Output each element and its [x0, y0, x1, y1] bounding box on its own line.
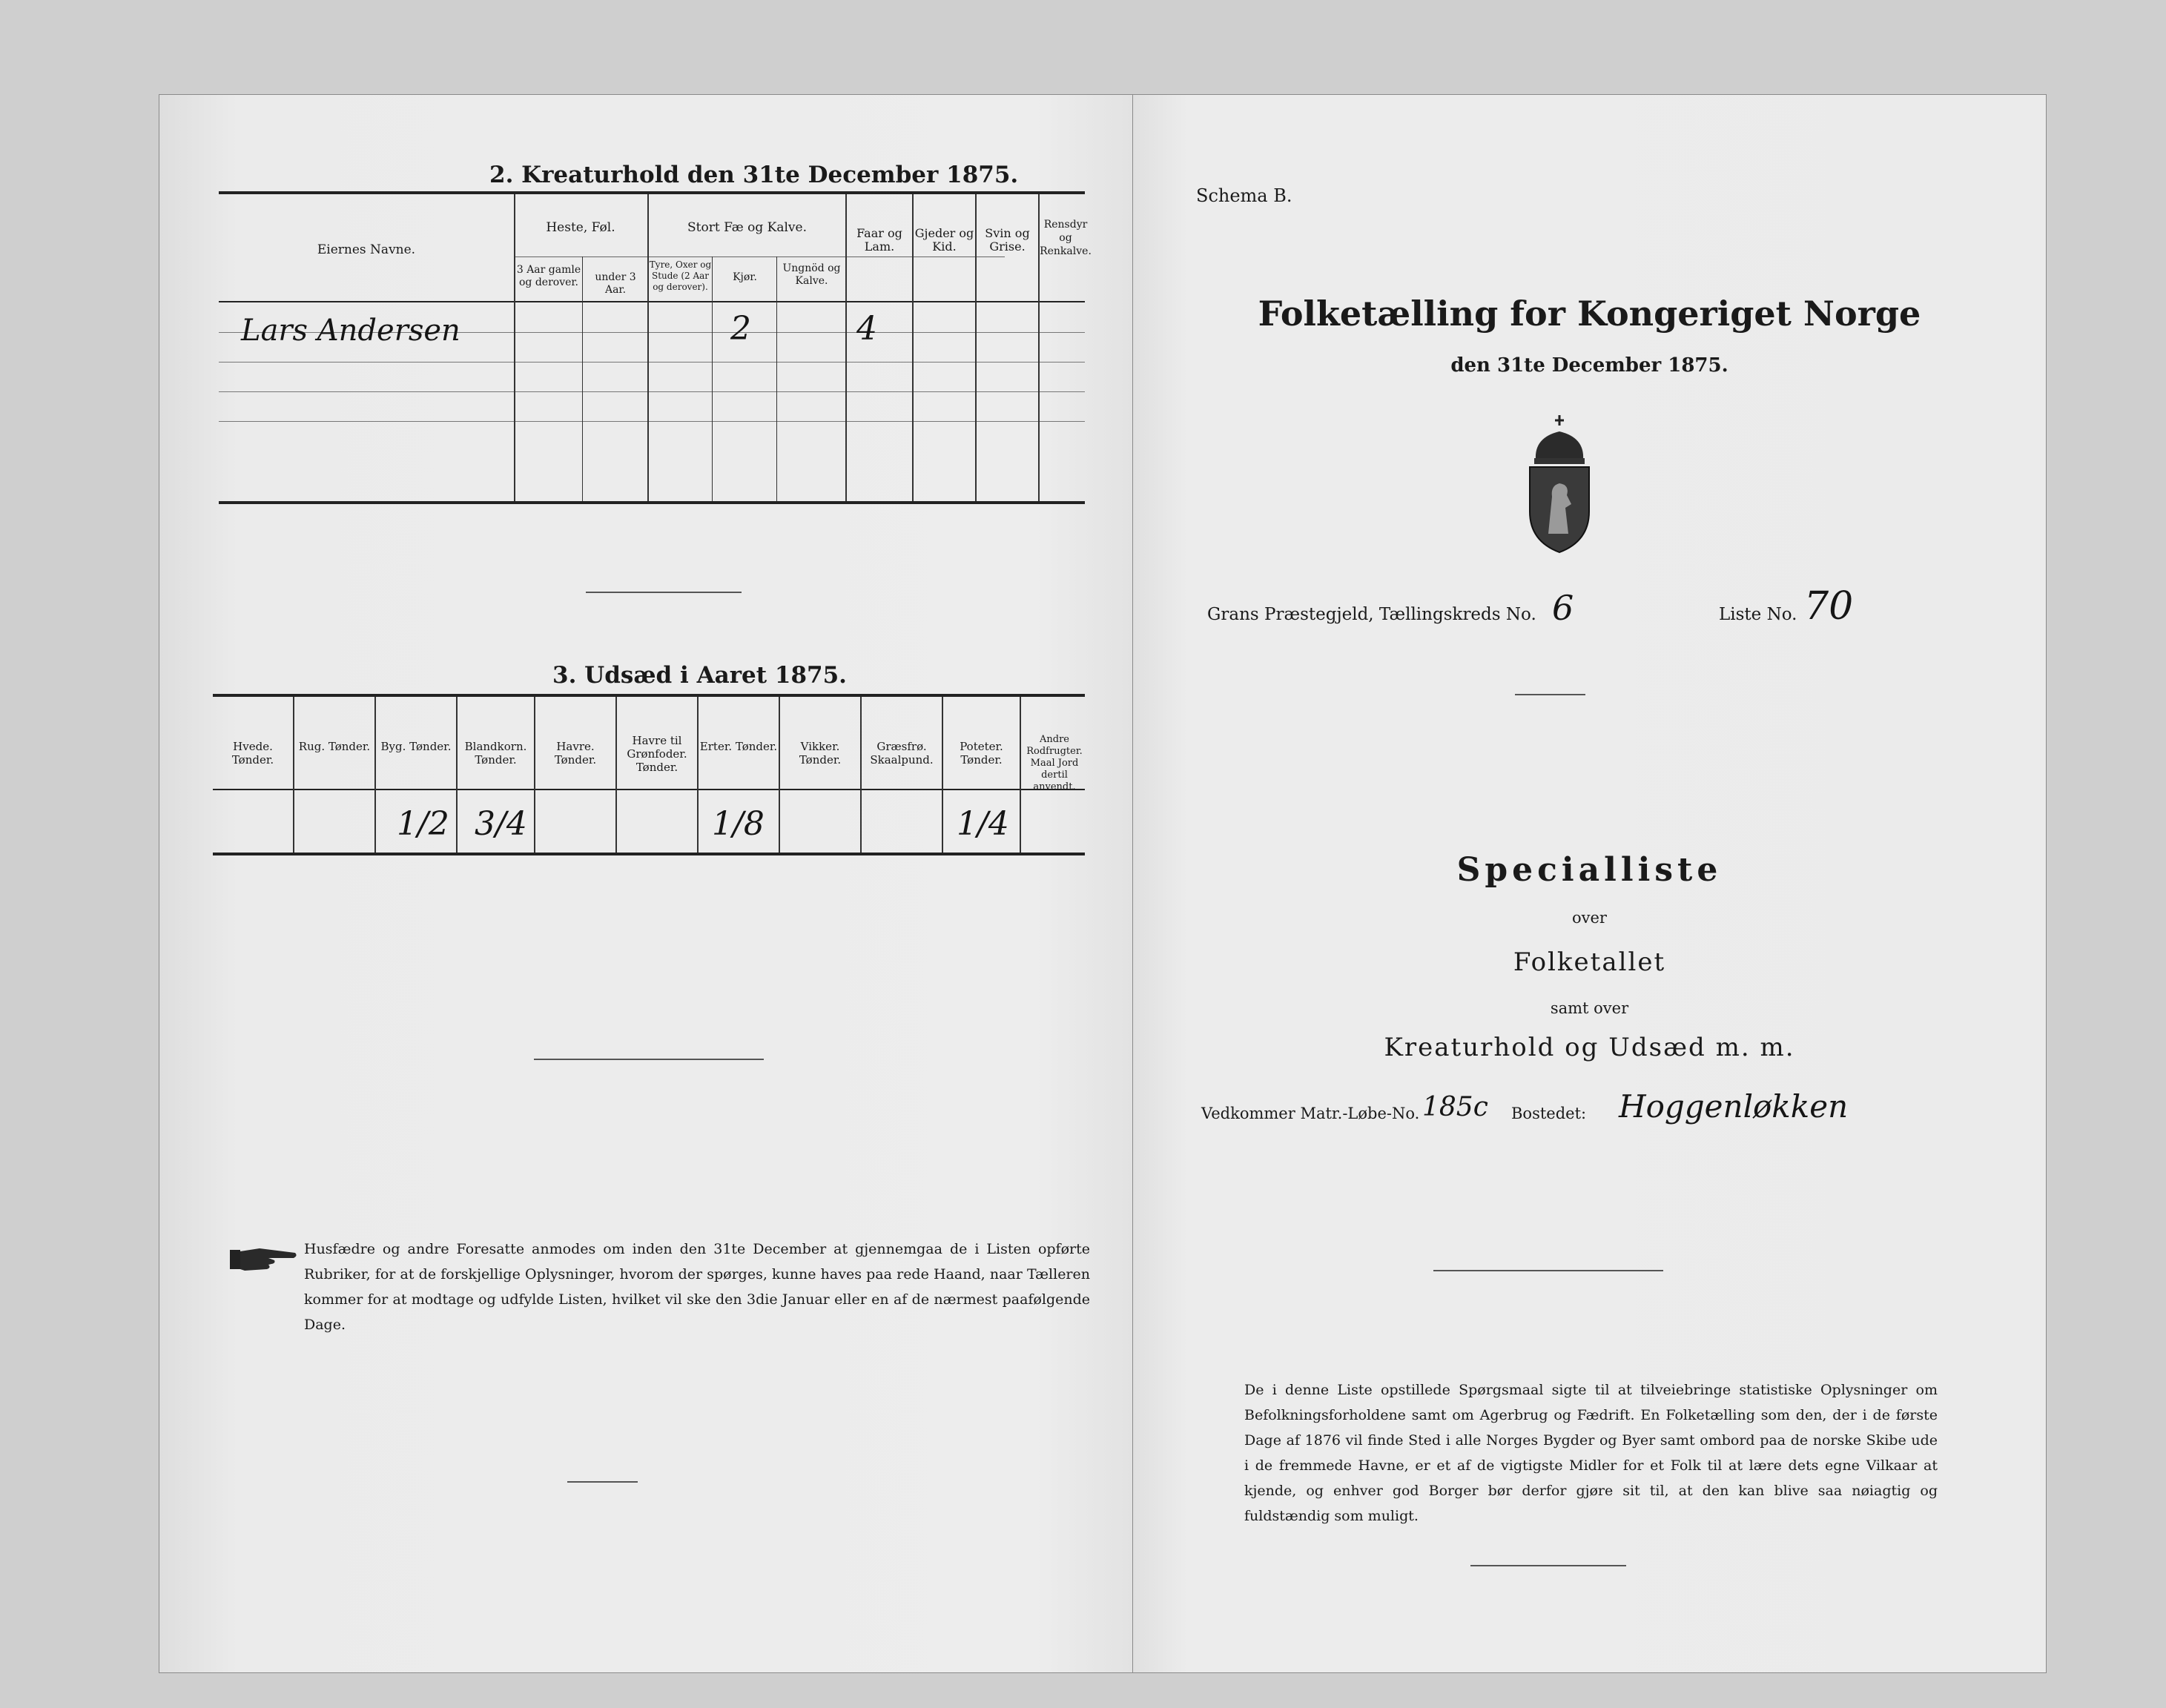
col-cows: Kjør.	[733, 271, 757, 283]
left-page	[159, 95, 1135, 1672]
hdr-oats: Havre. Tønder.	[554, 740, 597, 767]
right-page	[1133, 95, 2046, 1672]
matr-number: 185c	[1422, 1092, 1488, 1122]
potatoes-entry: 1/4	[957, 805, 1009, 843]
col-pigs: Svin og Grise.	[985, 226, 1030, 254]
peas-entry: 1/8	[712, 805, 765, 843]
col-horses-young: under 3 Aar.	[595, 271, 636, 296]
main-title: Folketælling for Kongeriget Norge	[1258, 294, 1921, 334]
col-bulls: Tyre, Oxer og Stude (2 Aar og derover).	[649, 259, 712, 292]
bosted-label: Bostedet:	[1511, 1105, 1587, 1122]
barley-entry: 1/2	[397, 805, 449, 843]
pointing-hand-icon	[230, 1242, 298, 1277]
divider-right-3	[1470, 1565, 1626, 1566]
divider-right-2	[1433, 1270, 1663, 1271]
group-horses-header: Heste, Føl.	[546, 220, 615, 235]
hdr-mixed-grain: Blandkorn. Tønder.	[464, 740, 527, 767]
district-number: 6	[1552, 588, 1574, 628]
section2-title: 2. Kreaturhold den 31te December 1875.	[489, 162, 1019, 188]
col-young-cattle: Ungnöd og Kalve.	[782, 262, 841, 287]
group-cattle-header: Stort Fæ og Kalve.	[687, 220, 807, 235]
list-label: Liste No.	[1719, 605, 1797, 624]
hdr-green-oats: Havre til Grønfoder. Tønder.	[627, 734, 687, 774]
notice-text: Husfædre og andre Foresatte anmodes om inden den 31te December at gjennemgaa de i Listen opførte Rubriker, for at de forskjellige Oplysninger, hvorom der spørges, kunne haves paa rede Haand, naar Tælleren kommer for at modtage og udfylde Listen, hvilket vil ske den 3die Januar eller en af de nærmest paafølgende Dage.	[304, 1241, 1090, 1333]
col-reindeer: Rensdyr og Renkalve.	[1040, 219, 1092, 257]
list-number: 70	[1804, 584, 1854, 629]
hdr-barley: Byg. Tønder.	[380, 740, 452, 753]
samt-over-label: samt over	[1550, 999, 1629, 1017]
coat-of-arms-icon	[1522, 415, 1597, 556]
col-horses-old: 3 Aar gamle og derover.	[516, 264, 581, 288]
parish-label: Grans Præstegjeld, Tællingskreds No.	[1207, 605, 1536, 624]
folketallet-label: Folketallet	[1513, 947, 1666, 977]
schema-label: Schema B.	[1196, 185, 1292, 206]
hdr-rye: Rug. Tønder.	[298, 740, 371, 753]
col-sheep: Faar og Lam.	[856, 226, 902, 254]
cows-entry: 2	[730, 310, 751, 348]
divider-line-3	[567, 1481, 638, 1483]
divider-line	[586, 592, 742, 593]
hdr-peas: Erter. Tønder.	[699, 740, 778, 753]
hdr-potatoes: Poteter. Tønder.	[960, 740, 1003, 767]
date-line: den 31te December 1875.	[1450, 354, 1728, 377]
intro-text: De i denne Liste opstillede Spørgsmaal sigte til at tilveiebringe statistiske Oplysninger om Befolkningsforholdene samt om Agerbrug og Fædrift. En Folketælling som den, der i de første Dage af 1876 vil finde Sted i alle Norges Bygder og Byer samt ombord paa de norske Skibe ude i de fremmede Havne, er et af de vigtigste Midler for et Folk til at lære dets egne Vilkaar at kjende, og enhver god Borger bør derfor gjøre sit til, at den kan blive saa nøiagtig og fuldstændig som muligt.	[1244, 1382, 1938, 1524]
divider-line-2	[534, 1059, 764, 1060]
divider-right-1	[1515, 694, 1585, 695]
owner-name-entry: Lars Andersen	[241, 314, 460, 348]
hdr-grass-seed: Græsfrø. Skaalpund.	[870, 740, 934, 767]
matr-label: Vedkommer Matr.-Løbe-No.	[1201, 1105, 1420, 1122]
col-owner-header: Eiernes Navne.	[317, 242, 416, 257]
section3-title: 3. Udsæd i Aaret 1875.	[552, 662, 847, 689]
over-label: over	[1572, 909, 1607, 927]
col-goats: Gjeder og Kid.	[914, 226, 974, 254]
hdr-other-roots: Andre Rodfrugter. Maal Jord dertil anvendt.	[1026, 734, 1083, 792]
mixed-grain-entry: 3/4	[475, 805, 527, 843]
sheep-entry: 4	[856, 310, 877, 348]
kreaturhold-label: Kreaturhold og Udsæd m. m.	[1384, 1033, 1795, 1062]
hdr-wheat: Hvede. Tønder.	[231, 740, 274, 767]
hdr-vetch: Vikker. Tønder.	[799, 740, 842, 767]
specialliste-heading: Specialliste	[1456, 851, 1723, 889]
bosted-value: Hoggenløkken	[1619, 1088, 1849, 1125]
